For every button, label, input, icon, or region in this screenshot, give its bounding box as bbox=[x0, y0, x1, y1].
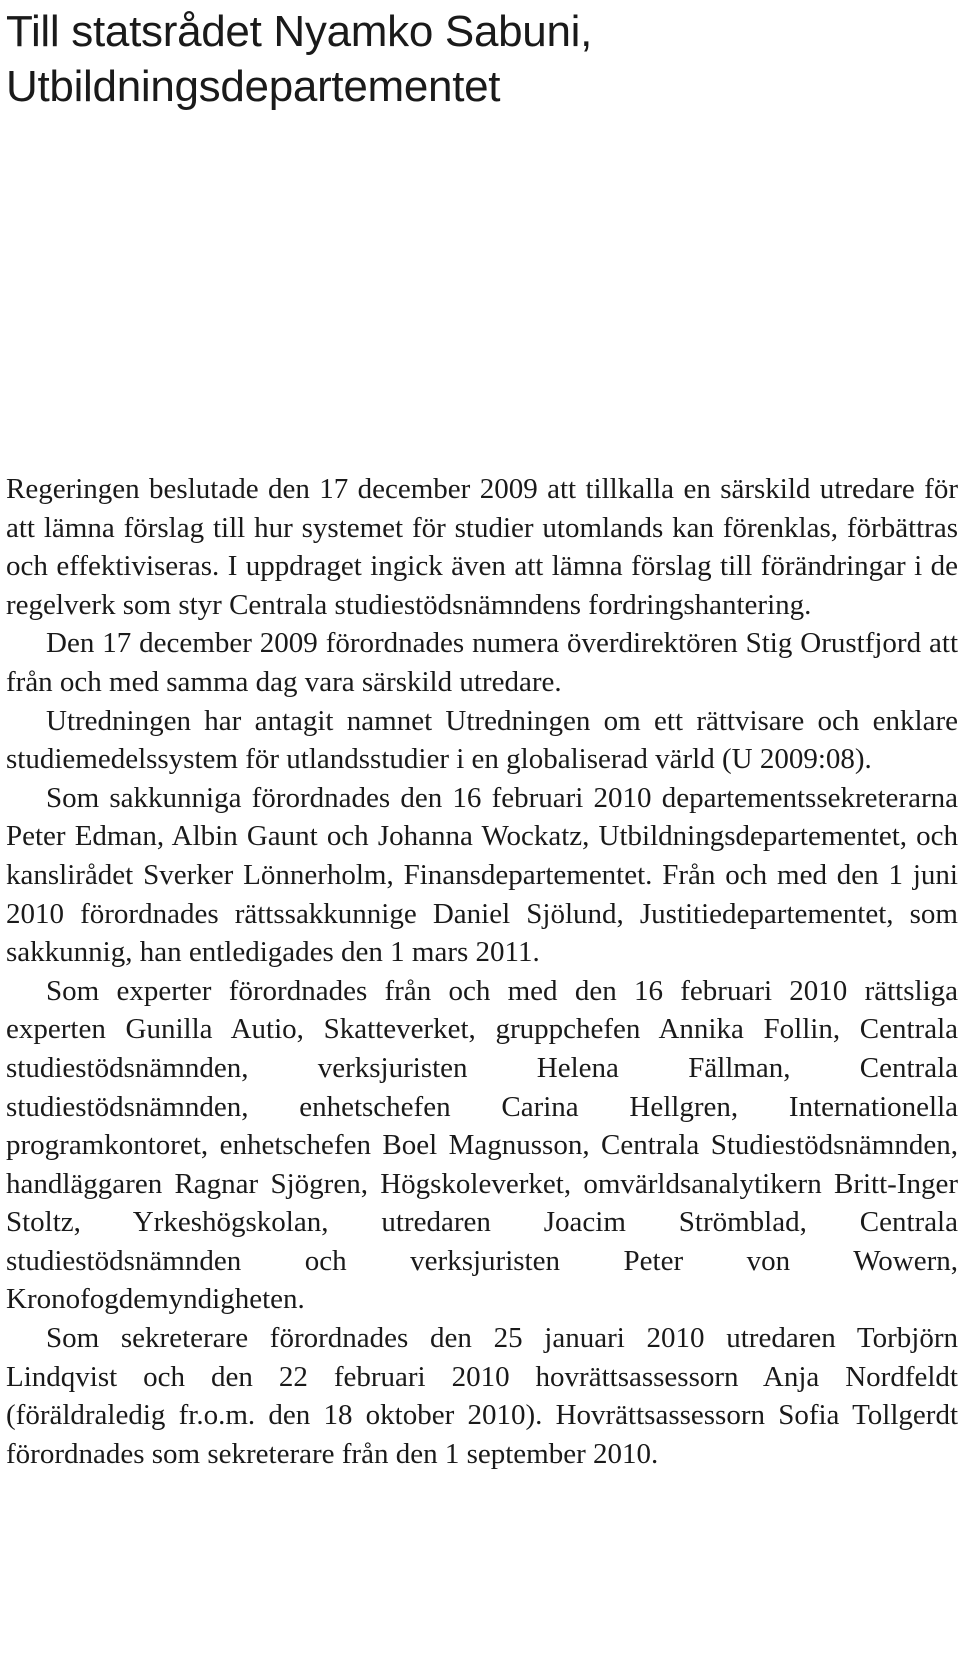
title-line-1: Till statsrådet Nyamko Sabuni, bbox=[6, 7, 593, 56]
paragraph-assignment: Regeringen beslutade den 17 december 2009 att tillkalla en särskild utredare för att lämna förslag till hur systemet för studier utomlands kan förenklas, förbättras och effektiviseras. I uppdraget ingick även att lämna förslag till förändringar i de regelverk som styr Centrala studiestödsnämndens fordringshantering. bbox=[6, 473, 958, 621]
title-line-2: Utbildningsdepartementet bbox=[6, 62, 501, 111]
paragraph-secretaries: Som sekreterare förordnades den 25 januari 2010 utredaren Torbjörn Lindqvist och den 22 februari 2010 hovrättsassessorn Anja Nordfeldt (föräldraledig fr.o.m. den 18 oktober 2010). Hovrättsassessorn Sofia Tollgerdt förordnades som sekreterare från den 1 september 2010. bbox=[6, 1322, 958, 1470]
document-body bbox=[6, 470, 958, 1473]
paragraph-experts-advisors: Som sakkunniga förordnades den 16 februari 2010 departementssekreterarna Peter Edman, Albin Gaunt och Johanna Wockatz, Utbildningsdepartementet, och kanslirådet Sverker Lönnerholm, Finansdepartementet. Från och med den 1 juni 2010 förordnades rättssakkunnige Daniel Sjölund, Justitiedepartementet, som sakkunnig, han entledigades den 1 mars 2011. bbox=[6, 781, 958, 969]
paragraph-inquiry-name: Utredningen har antagit namnet Utredningen om ett rättvisare och enklare studiemedelssystem för utlandsstudier i en globaliserad värld (U 2009:08). bbox=[6, 704, 958, 776]
paragraph-appointment: Den 17 december 2009 förordnades numera överdirektören Stig Orustfjord att från och med samma dag vara särskild utredare. bbox=[6, 627, 958, 698]
paragraph-experts: Som experter förordnades från och med den 16 februari 2010 rättsliga experten Gunilla Autio, Skatteverket, gruppchefen Annika Follin, Centrala studiestödsnämnden, verksjuristen Helena Fällman, Centrala studiestödsnämnden, enhetschefen Carina Hellgren, Internationella programkontoret, enhetschefen Boel Magnusson, Centrala Studiestödsnämnden, handläggaren Ragnar Sjögren, Högskoleverket, omvärldsanalytikern Britt-Inger Stoltz, Yrkeshögskolan, utredaren Joacim Strömblad, Centrala studiestödsnämnden och verksjuristen Peter von Wowern, Kronofogdemyndigheten. bbox=[6, 974, 958, 1316]
page-title bbox=[6, 4, 946, 114]
